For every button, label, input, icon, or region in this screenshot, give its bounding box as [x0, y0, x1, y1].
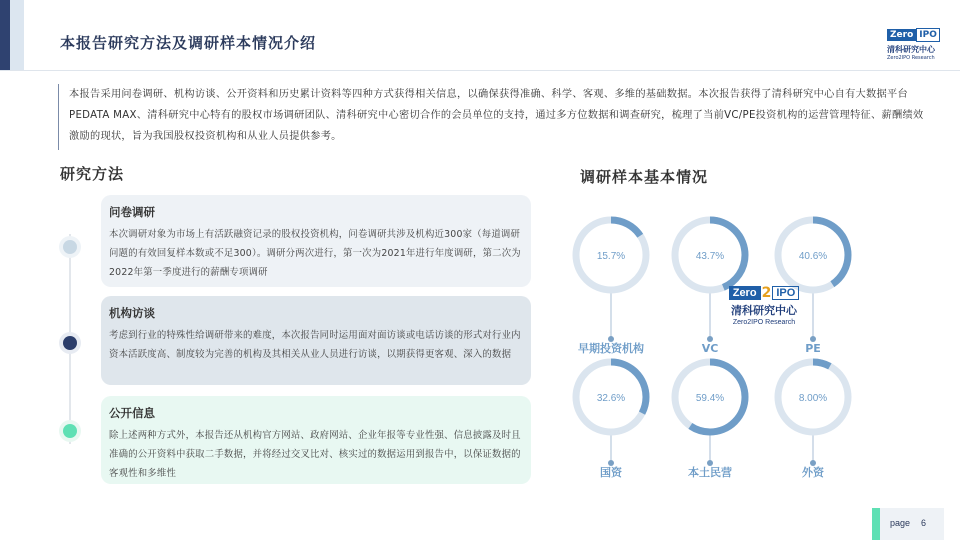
timeline-dot [63, 336, 77, 350]
logo-two: 2 [761, 285, 772, 301]
logo-brand-suffix: IPO [772, 286, 799, 300]
card-body: 考虑到行业的特殊性给调研带来的难度，本次报告同时运用面对面访谈或电话访谈的形式对行业内资本活跃度高、制度较为完善的机构及其相关从业人员进行访谈，以期获得更客观、深入的数据 [109, 330, 521, 360]
logo-cn-name: 清科研究中心 [731, 304, 797, 317]
ring-category-label: 早期投资机构 [578, 342, 644, 355]
sample-section-title: 调研样本基本情况 [580, 168, 709, 186]
page-label: page [890, 518, 911, 528]
page-title: 本报告研究方法及调研样本情况介绍 [60, 34, 317, 52]
card-body: 本次调研对象为市场上有活跃融资记录的股权投资机构，问卷调研共涉及机构近300家（每道调研问题的有效回复样本数或不足300）。调研分两次进行，第一次为2021年进行年度调研，第二次为2022年第一季度进行的薪酬专项调研 [109, 229, 521, 278]
ring-value-label: 8.00% [798, 393, 828, 404]
zero2ipo-center-logo [724, 286, 804, 332]
ring-category-label: VC [701, 342, 719, 355]
method-card-public-info [101, 396, 531, 484]
card-title: 机构访谈 [109, 306, 155, 320]
ring-category-label: 本土民营 [688, 466, 732, 479]
header-accent-bar-light [10, 0, 24, 70]
logo-brand: Zero [887, 29, 916, 41]
ring-value-label: 59.4% [695, 393, 725, 404]
sample-ring-charts [560, 200, 860, 490]
ring-category-label: 外资 [802, 466, 824, 479]
ring-value-label: 43.7% [695, 251, 725, 262]
logo-cn-name: 清科研究中心 [887, 45, 935, 54]
timeline-dot [63, 424, 77, 438]
page-indicator-accent [872, 508, 880, 540]
logo-brand: Zero [729, 286, 761, 300]
logo-en-name: Zero2IPO Research [732, 319, 796, 326]
card-title: 问卷调研 [109, 205, 155, 219]
method-card-interview [101, 296, 531, 385]
ring-value-label: 40.6% [798, 251, 828, 262]
ring-value-label: 32.6% [596, 393, 626, 404]
card-body: 除上述两种方式外，本报告还从机构官方网站、政府网站、企业年报等专业性强、信息披露及时且准确的公开资料中获取二手数据，并将经过交叉比对、核实过的数据运用到报告中，以保证数据的客观性和多维性 [109, 430, 521, 479]
intro-paragraph: 本报告采用问卷调研、机构访谈、公开资料和历史累计资料等四种方式获得相关信息，以确保获得准确、科学、客观、多维的基础数据。本次报告获得了清科研究中心自有大数据平台PEDATA MAX、清科研究中心特有的股权市场调研团队、清科研究中心密切合作的会员单位的支持，通过多方位数据和调查研究，梳理了当前VC/PE投资机构的运营管理特征、薪酬绩效激励的现状，旨为我国股权投资机构和从业人员提供参考。 [58, 84, 929, 150]
ring-category-label: 国资 [600, 466, 622, 479]
logo-en-name: Zero2IPO Research [887, 55, 935, 61]
card-title: 公开信息 [109, 406, 155, 420]
page-number: 6 [921, 518, 927, 528]
timeline-dot [63, 240, 77, 254]
header [0, 0, 960, 71]
logo-brand-suffix: IPO [916, 28, 940, 42]
method-card-survey [101, 195, 531, 287]
ring-category-label: PE [805, 342, 821, 355]
header-accent-bar [0, 0, 10, 70]
method-section-title: 研究方法 [60, 165, 125, 183]
ring-value-label: 15.7% [596, 251, 626, 262]
zero2ipo-logo [887, 22, 949, 60]
